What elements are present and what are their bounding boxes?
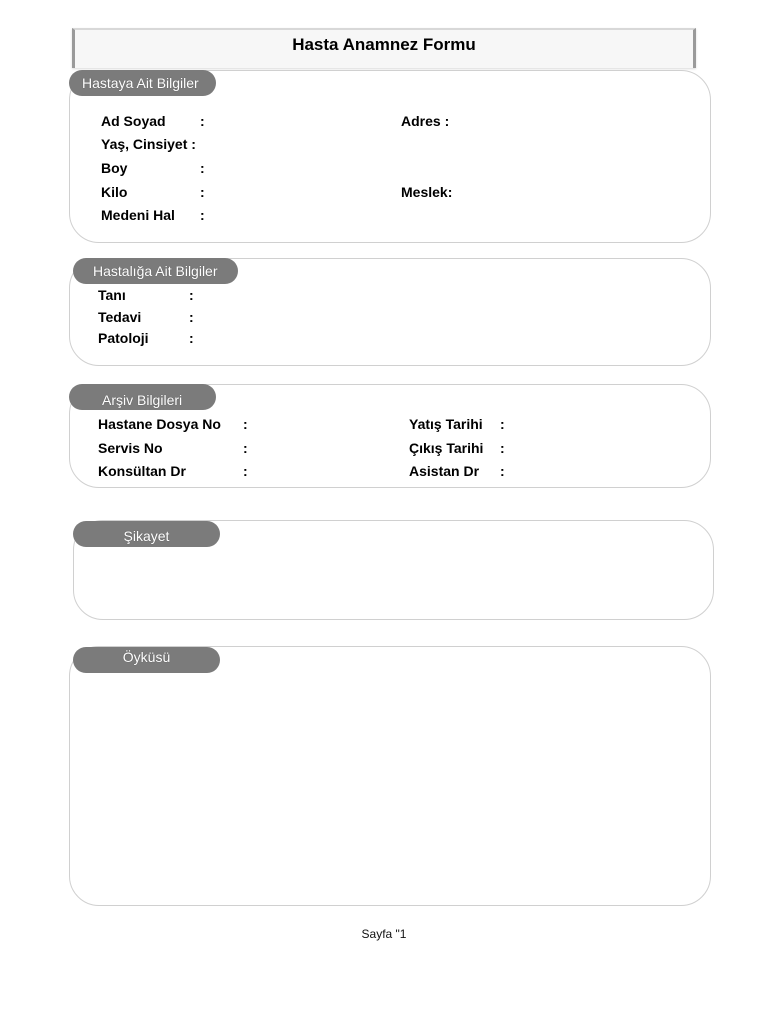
diagnosis-label: Tanı [98,287,126,303]
discharge-label: Çıkış Tarihi [409,440,484,456]
history-heading: Öyküsü [73,647,220,673]
complaint-heading: Şikayet [73,521,220,547]
form-title-bar [72,28,696,68]
form-title: Hasta Anamnez Formu [292,35,476,54]
assistant-colon: : [500,463,505,479]
height-label: Boy [101,160,128,176]
pathology-label: Patoloji [98,330,149,346]
marital-label: Medeni Hal [101,207,175,223]
service-no-label: Servis No [98,440,163,456]
patient-info-heading: Hastaya Ait Bilgiler [69,70,216,96]
file-no-colon: : [243,416,248,432]
weight-colon: : [200,184,205,200]
file-no-label: Hastane Dosya No [98,416,221,432]
age-gender-label: Yaş, Cinsiyet : [101,136,196,152]
archive-info-heading: Arşiv Bilgileri [69,384,216,410]
treatment-label: Tedavi [98,309,142,325]
treatment-colon: : [189,309,194,325]
discharge-colon: : [500,440,505,456]
name-colon: : [200,113,205,129]
height-colon: : [200,160,205,176]
assistant-label: Asistan Dr [409,463,480,479]
page-number: Sayfa "1 [361,927,407,941]
consultant-label: Konsültan Dr [98,463,186,479]
service-no-colon: : [243,440,248,456]
weight-label: Kilo [101,184,128,200]
address-label: Adres : [401,113,450,129]
job-label: Meslek: [401,184,453,200]
name-label: Ad Soyad [101,113,166,129]
disease-info-heading: Hastalığa Ait Bilgiler [73,258,238,284]
consultant-colon: : [243,463,248,479]
marital-colon: : [200,207,205,223]
pathology-colon: : [189,330,194,346]
history-box [69,646,711,906]
diagnosis-colon: : [189,287,194,303]
admission-label: Yatış Tarihi [409,416,483,432]
admission-colon: : [500,416,505,432]
